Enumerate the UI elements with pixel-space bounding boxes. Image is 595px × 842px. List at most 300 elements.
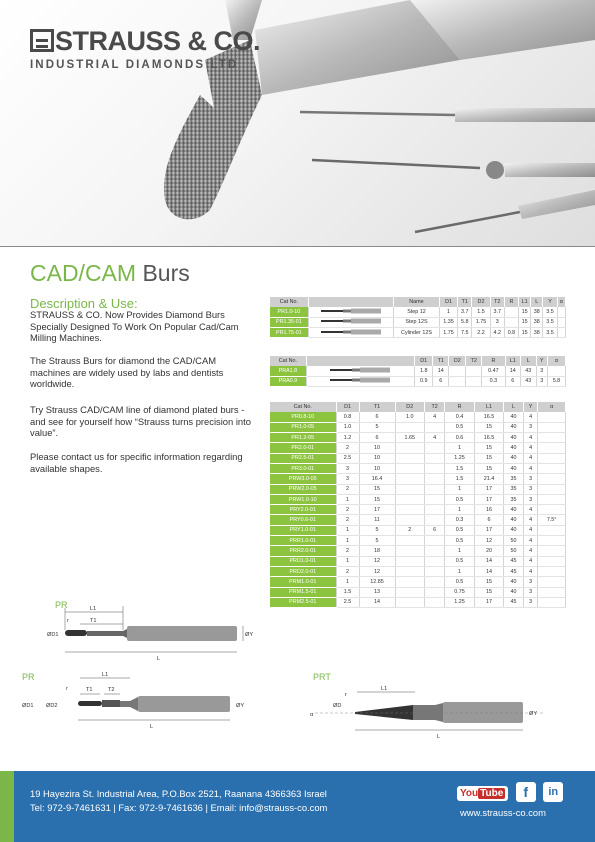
small-bur-3 [415,212,520,232]
table-cell [424,597,444,607]
table-header-cell: R [445,402,474,412]
table-cell [424,422,444,432]
big-bur-head [164,95,262,219]
table-cell: 40 [504,443,524,453]
table-header-cell: D2 [472,297,490,307]
table-header-cell: Cat No. [270,356,306,366]
table-cell: 1 [445,443,474,453]
table-header-cell: L1 [474,402,503,412]
table-cell [395,422,424,432]
table-cell: 1.2 [336,433,359,443]
table-cell [424,453,444,463]
table-header-cell [308,297,393,307]
tool-head [78,701,102,706]
table-cell: 45 [504,566,524,576]
table-cell: 15 [474,443,503,453]
table-cell: 14 [433,366,449,376]
table-cell: 14 [474,566,503,576]
table-cell [424,505,444,515]
cat-no-cell: PR1.35-01 [270,317,308,327]
table-cell: 10 [359,463,395,473]
cat-no-cell: PRM2.5-01 [270,597,336,607]
table-cell: 12.85 [359,577,395,587]
table-cell: 15 [359,494,395,504]
table-cell [538,566,566,576]
table-cell [538,412,566,422]
table-cell [538,443,566,453]
table-header-cell: D2 [449,356,466,366]
table-header-row [270,402,566,412]
table-cell: 14 [359,597,395,607]
table-cell: 3.7 [458,307,472,317]
cat-no-cell: PRR2.0-01 [270,546,336,556]
table-cell: 4 [424,412,444,422]
table-cell: 0.9 [415,376,433,386]
company-logo [30,28,260,71]
table-cell: 3.5 [543,328,557,338]
table-cell: 1.0 [395,412,424,422]
table-cell: 43 [521,376,536,386]
table-cell: 40 [504,577,524,587]
table-cell: 16.4 [359,474,395,484]
table-cell [395,515,424,525]
table-header-cell: L1 [505,356,520,366]
table-cell: 0.5 [445,494,474,504]
table-cell: 5 [359,536,395,546]
title-part-2: Burs [142,260,190,286]
cat-no-cell: PRY2.0-01 [270,505,336,515]
cat-no-cell: PR2.5-01 [270,453,336,463]
table-cell: 10 [359,453,395,463]
cat-no-cell: PR1.2-05 [270,433,336,443]
table-row [270,536,566,546]
table-cell: 4 [523,453,537,463]
table-cell: 1 [445,484,474,494]
table-cell: 35 [504,474,524,484]
table-cell: 1 [336,556,359,566]
table-cell: 0.8 [336,412,359,422]
cat-no-cell: PR1.75-01 [270,328,308,338]
diagram-prt-tapered [305,680,565,740]
dim-r: r [345,692,347,698]
table-cell: 20 [474,546,503,556]
table-header-cell: α [547,356,565,366]
table-row [270,525,566,535]
dim-l: L [157,656,161,662]
table-cell: Step 12S [394,317,440,327]
table-cell: 1.0 [336,422,359,432]
table-cell [395,505,424,515]
table-cell: 16 [474,505,503,515]
table-row [270,505,566,515]
table-pr-burs [270,402,566,608]
table-header-cell: D2 [395,402,424,412]
table-cell: 17 [359,505,395,515]
table-row [270,577,566,587]
table-cell: 2 [336,566,359,576]
table-header-cell: Name [394,297,440,307]
table-cell: 15 [519,307,531,317]
table-cell: 3 [523,597,537,607]
youtube-label-a: You [460,788,479,800]
table-cell: 4 [523,412,537,422]
table-cell [424,463,444,473]
table-cell: 1 [336,525,359,535]
youtube-label-b: Tube [480,788,504,800]
table-cell: 21.4 [474,474,503,484]
diagram-pr-single-step [45,600,265,670]
table-row [270,484,566,494]
table-cell: 38 [531,328,543,338]
table-cell [395,587,424,597]
table-cell: 1.8 [415,366,433,376]
table-cell [395,494,424,504]
cat-no-cell: PRW2.0-05 [270,484,336,494]
table-header-cell: Y [523,402,537,412]
table-cell: 3 [523,484,537,494]
table-cell: 1.25 [445,597,474,607]
table-cell: 0.5 [445,536,474,546]
table-cell: 6 [505,376,520,386]
dim-d1: ØD1 [22,703,34,709]
table-cell: 50 [504,546,524,556]
table-cell: 6 [359,433,395,443]
table-cell: 0.47 [482,366,505,376]
table-cell: 4 [523,566,537,576]
table-cell: 15 [519,317,531,327]
table-cell [424,443,444,453]
table-cell: 4.2 [490,328,504,338]
table-row [270,556,566,566]
cat-no-cell: PRR1.0-01 [270,536,336,546]
table-cell: 3 [336,474,359,484]
table-cell: 1 [439,307,457,317]
table-cell [424,577,444,587]
table-header-cell: T2 [466,356,482,366]
table-cell: 0.8 [504,328,518,338]
table-cell: 40 [504,422,524,432]
table-row [270,566,566,576]
table-cell [538,556,566,566]
table-cell: 17 [474,494,503,504]
table-cell: 43 [521,366,536,376]
table-cell: 16.5 [474,433,503,443]
table-cell: 2 [395,525,424,535]
table-cell [424,587,444,597]
table-header-cell: T1 [458,297,472,307]
small-bur-1 [300,112,455,115]
table-cell: 3 [523,494,537,504]
table-cell [538,505,566,515]
table-cell: 0.3 [445,515,474,525]
bur-thumbnail-icon [306,366,414,376]
table-header-cell: Y [543,297,557,307]
table-cell [395,463,424,473]
footer-address-block [30,787,327,815]
table-header-cell: Cat No. [270,402,336,412]
table-cell: 40 [504,505,524,515]
cat-no-cell: PR1.0-05 [270,422,336,432]
table-cell [538,453,566,463]
table-cell [557,307,565,317]
diagram-pr2-label: PR [22,672,35,682]
table-cell: 1 [336,536,359,546]
table-cell [424,546,444,556]
table-cell: 3 [523,587,537,597]
facebook-icon[interactable]: f [516,782,536,802]
table-cell [538,463,566,473]
table-cell: 35 [504,484,524,494]
table-header-cell: Cat No. [270,297,308,307]
table-cell: 35 [504,494,524,504]
cat-no-cell: PRW3.0-05 [270,474,336,484]
cat-no-cell: PRA0.9 [270,376,306,386]
description-paragraph-1: STRAUSS & CO. Now Provides Diamond Burs Specially Designed To Work On Popular Cad/Cam Milling Machines. [30,309,239,344]
table-cell: 17 [474,597,503,607]
table-cell: 3 [536,376,547,386]
description-heading: Description & Use: [30,296,138,311]
table-header-cell: D1 [439,297,457,307]
bur-thumbnail-icon [308,307,393,317]
table-cell [538,577,566,587]
table-cell [424,536,444,546]
table-cell: 0.5 [445,422,474,432]
table-cell: 5 [359,525,395,535]
table-cell: 7.5° [538,515,566,525]
table-cell [449,376,466,386]
table-cell: 3 [523,422,537,432]
tool-head [355,705,413,720]
table-cell: 1.65 [395,433,424,443]
table-cell: 10 [359,443,395,453]
table-cell: Cylinder 12S [394,328,440,338]
table-cell [557,328,565,338]
table-cell: 40 [504,525,524,535]
table-row [270,366,566,376]
table-cell: 40 [504,463,524,473]
table-header-row [270,297,566,307]
dim-l: L [437,734,441,740]
table-cell: 0.6 [445,433,474,443]
brand-name: STRAUSS & CO. [55,26,261,56]
table-cell: 15 [474,463,503,473]
table-row [270,494,566,504]
table-cell: 3.7 [490,307,504,317]
table-header-cell: L1 [519,297,531,307]
table-cell: 38 [531,307,543,317]
table-cell: 1 [336,494,359,504]
dim-d: ØD [333,703,342,709]
table-cell [538,422,566,432]
table-cell: 0.4 [445,412,474,422]
dim-d1: ØD1 [47,632,59,638]
table-cell [395,546,424,556]
table-cell: 1.5 [445,474,474,484]
dim-t1: T1 [90,618,97,624]
page-title [30,258,190,288]
brand-tagline: INDUSTRIAL DIAMONDS LTD [30,59,239,71]
table-cell: 15 [474,453,503,463]
cat-no-cell: PR2.0-01 [270,443,336,453]
table-cell [395,453,424,463]
table-row [270,597,566,607]
table-cell: 5.8 [547,376,565,386]
footer-accent-bar [0,771,14,842]
table-cell: 2 [336,505,359,515]
dim-l: L [150,724,154,730]
table-cell: 15 [474,577,503,587]
table-cell: 50 [504,536,524,546]
cat-no-cell: PR0.8-10 [270,412,336,422]
table-cell: 5 [359,422,395,432]
table-cell: 4 [523,463,537,473]
table-cell: 14 [505,366,520,376]
table-cell: 17 [474,484,503,494]
table-cell [538,484,566,494]
table-row [270,474,566,484]
table-cell: 1 [445,546,474,556]
table-cell [538,546,566,556]
table-cell [395,443,424,453]
description-paragraph-3: Try Strauss CAD/CAM line of diamond plated burs - and see for yourself how “Strauss turns precision into value”. [30,404,251,439]
table-cell [504,307,518,317]
table-cell: 0.5 [445,525,474,535]
table-cell: 3 [490,317,504,327]
linkedin-icon[interactable]: in [543,782,563,802]
table-row [270,328,566,338]
table-header-cell: α [538,402,566,412]
table-cell: 1 [336,577,359,587]
table-cell: 3 [336,463,359,473]
table-header-cell [306,356,414,366]
table-row [270,443,566,453]
table-cell: 13 [359,587,395,597]
footer-contact[interactable]: Tel: 972-9-7461631 | Fax: 972-9-7461636 | Email: info@strauss-co.com [30,802,328,813]
table-cell: 3 [523,577,537,587]
cat-no-cell: PRA1.8 [270,366,306,376]
table-cell [395,556,424,566]
table-header-cell: L [521,356,536,366]
table-cell: 2.5 [336,597,359,607]
cat-no-cell: PRM1.0-01 [270,577,336,587]
table-row [270,433,566,443]
table-cell: 4 [523,536,537,546]
table-cell: 2.5 [336,453,359,463]
table-cell: 17 [474,525,503,535]
table-cell: 40 [504,433,524,443]
header-photo-banner [0,0,595,247]
table-cell: 12 [474,536,503,546]
table-cell: 4 [523,515,537,525]
table-cell [466,366,482,376]
table-cell: 16.5 [474,412,503,422]
table-cell: 6 [474,515,503,525]
table-cell [395,566,424,576]
table-header-cell: D1 [336,402,359,412]
table-row [270,463,566,473]
table-header-cell: Y [536,356,547,366]
table-cell: 15 [519,328,531,338]
table-cell: 4 [523,433,537,443]
table-cell [547,366,565,376]
table-cell: 15 [474,422,503,432]
table-cell [538,494,566,504]
table-cell: 6 [359,412,395,422]
dim-y: ØY [236,703,245,709]
cat-no-cell: PRD1.0-01 [270,556,336,566]
table-cell [466,376,482,386]
dim-t2: T2 [108,687,115,693]
dim-alpha: α [310,712,314,718]
table-row [270,376,566,386]
table-header-cell: L [531,297,543,307]
table-cell: 4 [523,443,537,453]
table-cell: 45 [504,556,524,566]
table-cell: 3 [523,474,537,484]
table-cell: 4 [523,525,537,535]
table-cell: 3.5 [543,307,557,317]
cat-no-cell: PR3.0-01 [270,463,336,473]
table-cell: 12 [359,566,395,576]
table-cell: 0.75 [445,587,474,597]
table-cell: 1.5 [472,307,490,317]
table-cell: 1.35 [439,317,457,327]
table-cell: 1.5 [336,587,359,597]
dim-y: ØY [245,632,254,638]
bur-thumbnail-icon [306,376,414,386]
table-row [270,515,566,525]
table-row [270,307,566,317]
table-header-cell: T2 [490,297,504,307]
table-cell: 4 [523,505,537,515]
table-header-cell: T2 [424,402,444,412]
footer-address: 19 Hayezira St. Industrial Area, P.O.Box 2521, Raanana 4366363 Israel [30,788,327,799]
table-header-cell: R [482,356,505,366]
table-cell [538,587,566,597]
dim-y: ØY [529,711,538,717]
table-row [270,453,566,463]
table-cell [424,474,444,484]
table-cell: 0.5 [445,556,474,566]
table-row [270,317,566,327]
table-cell [538,525,566,535]
website-link[interactable]: www.strauss-co.com [460,807,546,818]
table-cell: Step 12 [394,307,440,317]
table-cell: 0.3 [482,376,505,386]
youtube-icon[interactable] [457,786,508,801]
table-cell: 11 [359,515,395,525]
table-cell: 2 [336,546,359,556]
table-cell: 18 [359,546,395,556]
table-row [270,587,566,597]
table-cell: 1.5 [445,463,474,473]
table-cell: 45 [504,597,524,607]
cat-no-cell: PR1.0-10 [270,307,308,317]
table-cell: 2.2 [472,328,490,338]
diagram-pr-double-step [20,672,255,730]
small-bur-2 [312,160,480,168]
tool-shank [138,696,230,712]
table-cell [395,474,424,484]
table-header-cell: D1 [415,356,433,366]
table-cell [395,577,424,587]
table-cell [504,317,518,327]
table-row [270,412,566,422]
table-cell [424,566,444,576]
table-cell [424,515,444,525]
dim-t1: T1 [86,687,93,693]
table-cell: 1 [445,566,474,576]
